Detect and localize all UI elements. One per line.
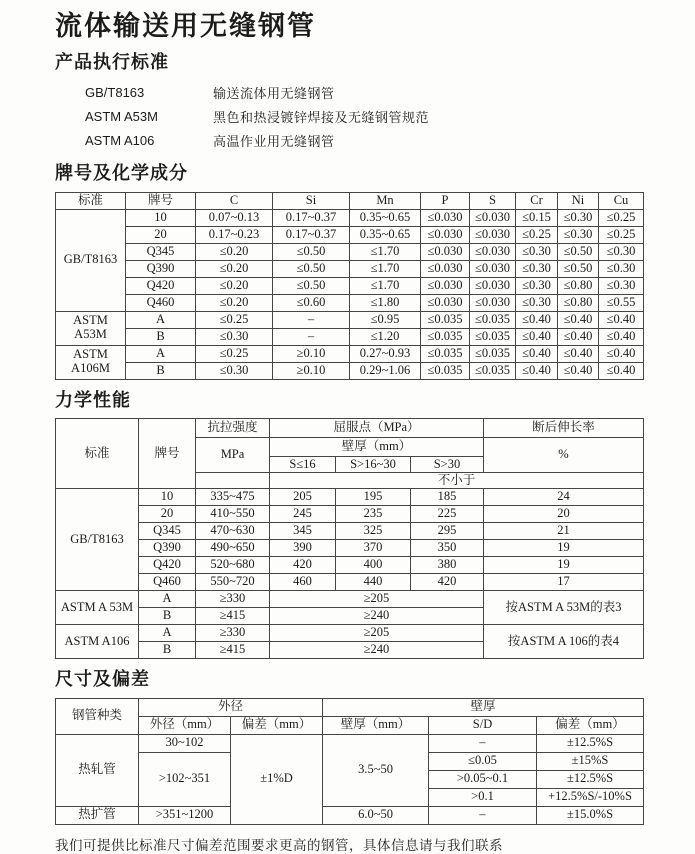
cell: ≤0.030 xyxy=(470,294,516,311)
cell: ≤0.40 xyxy=(599,345,644,362)
cell: 30~102 xyxy=(139,734,231,752)
cell: Q460 xyxy=(126,294,196,311)
cell: ≤0.30 xyxy=(558,226,599,243)
cell: 19 xyxy=(484,557,644,574)
cell: ≤1.70 xyxy=(350,277,421,294)
cell: B xyxy=(139,608,196,625)
table-row xyxy=(56,625,644,642)
cell: 225 xyxy=(411,506,484,523)
col-header: C xyxy=(196,192,273,209)
cell: ≤0.030 xyxy=(470,243,516,260)
pipe-kind-label: 热扩管 xyxy=(56,806,139,824)
cell: ≤0.035 xyxy=(421,345,470,362)
cell: ≤0.40 xyxy=(558,345,599,362)
col-header: % xyxy=(484,438,644,473)
cell: ≥330 xyxy=(196,591,270,608)
cell: ≤0.030 xyxy=(470,277,516,294)
cell: ≤0.30 xyxy=(558,209,599,226)
cell: ≤0.035 xyxy=(470,345,516,362)
col-header: 壁厚（mm） xyxy=(270,438,484,457)
cell: ≤0.60 xyxy=(273,294,350,311)
cell: ≤0.20 xyxy=(196,277,273,294)
cell: ≤0.25 xyxy=(516,226,558,243)
cell: ≤0.25 xyxy=(599,209,644,226)
cell: 0.17~0.37 xyxy=(273,226,350,243)
cell: Q345 xyxy=(126,243,196,260)
cell: 490~650 xyxy=(196,540,270,557)
cell: ≤0.030 xyxy=(421,209,470,226)
cell: ≤0.50 xyxy=(273,277,350,294)
col-header: 偏差（mm） xyxy=(537,716,644,734)
standard-label: ASTM A 53M xyxy=(56,591,139,625)
standards-list xyxy=(85,81,647,153)
table-row xyxy=(56,345,644,362)
chemical-composition-table xyxy=(55,192,644,380)
cell: 460 xyxy=(270,574,336,591)
table-row xyxy=(56,806,644,824)
cell: 0.07~0.13 xyxy=(196,209,273,226)
cell: 245 xyxy=(270,506,336,523)
cell: 400 xyxy=(336,557,411,574)
cell: ≤0.30 xyxy=(196,362,273,379)
col-header: S>30 xyxy=(411,457,484,473)
cell: ≤0.40 xyxy=(516,311,558,328)
cell: 420 xyxy=(411,574,484,591)
cell: 20 xyxy=(126,226,196,243)
cell: A xyxy=(126,345,196,362)
cell: ≤0.40 xyxy=(599,362,644,379)
cell: ≤0.40 xyxy=(599,328,644,345)
cell: 21 xyxy=(484,523,644,540)
table-row xyxy=(56,591,644,608)
cell: 410~550 xyxy=(196,506,270,523)
cell: ≤0.035 xyxy=(470,311,516,328)
cell: A xyxy=(126,311,196,328)
cell: 185 xyxy=(411,489,484,506)
cell: – xyxy=(273,311,350,328)
cell: ≤0.40 xyxy=(558,362,599,379)
col-header: 断后伸长率 xyxy=(484,419,644,438)
cell: >0.1 xyxy=(429,788,537,806)
cell: ≤0.030 xyxy=(421,226,470,243)
col-header: 壁厚（mm） xyxy=(323,716,429,734)
cell: ≥0.10 xyxy=(273,345,350,362)
cell: ≤0.40 xyxy=(516,345,558,362)
cell: 0.35~0.65 xyxy=(350,226,421,243)
cell: B xyxy=(126,362,196,379)
cell: >351~1200 xyxy=(139,806,231,824)
cell: A xyxy=(139,591,196,608)
cell: ≤0.55 xyxy=(599,294,644,311)
standard-label: ASTM A106 xyxy=(56,625,139,659)
cell: ≤0.30 xyxy=(599,260,644,277)
cell: +12.5%S/-10%S xyxy=(537,788,644,806)
col-header: 不小于 xyxy=(270,473,644,489)
dimensions-deviation-table xyxy=(55,698,644,825)
standard-label xyxy=(56,311,126,345)
cell: ±12.5%S xyxy=(537,770,644,788)
cell: 195 xyxy=(336,489,411,506)
cell: ≤0.035 xyxy=(470,328,516,345)
cell: 205 xyxy=(270,489,336,506)
cell: 235 xyxy=(336,506,411,523)
cell: 335~475 xyxy=(196,489,270,506)
cell: ≤1.70 xyxy=(350,260,421,277)
cell: ≤0.50 xyxy=(273,260,350,277)
cell: 325 xyxy=(336,523,411,540)
standard-code: ASTM A53M xyxy=(85,109,158,125)
cell: ≥240 xyxy=(270,642,484,659)
standards-list-item xyxy=(85,105,647,129)
standard-description: 黑色和热浸镀锌焊接及无缝钢管规范 xyxy=(213,110,430,126)
table-row xyxy=(56,328,644,345)
col-header: Mn xyxy=(350,192,421,209)
cell: 3.5~50 xyxy=(323,734,429,806)
standard-description: 高温作业用无缝钢管 xyxy=(213,134,335,150)
standard-label-line: A106M xyxy=(71,361,110,376)
cell: 10 xyxy=(139,489,196,506)
cell: ≤0.40 xyxy=(558,311,599,328)
cell: ≤0.25 xyxy=(599,226,644,243)
cell: 17 xyxy=(484,574,644,591)
col-header: P xyxy=(421,192,470,209)
table-row xyxy=(56,506,644,523)
cell: ≤0.030 xyxy=(421,260,470,277)
col-header: 外径（mm） xyxy=(139,716,231,734)
cell: ≤0.40 xyxy=(516,328,558,345)
table-row xyxy=(56,243,644,260)
cell: ±1%D xyxy=(231,734,323,824)
cell: 6.0~50 xyxy=(323,806,429,824)
note-cell: 按ASTM A 53M的表3 xyxy=(484,591,644,625)
table-row xyxy=(56,734,644,752)
cell: 520~680 xyxy=(196,557,270,574)
cell: ≤0.030 xyxy=(421,243,470,260)
col-header: S≤16 xyxy=(270,457,336,473)
cell: Q420 xyxy=(139,557,196,574)
cell: 0.17~0.37 xyxy=(273,209,350,226)
cell: ≤0.40 xyxy=(516,362,558,379)
cell: – xyxy=(429,806,537,824)
col-header: MPa xyxy=(196,438,270,473)
table-row xyxy=(56,489,644,506)
cell: ≤1.80 xyxy=(350,294,421,311)
cell: 420 xyxy=(270,557,336,574)
table-header-row xyxy=(56,716,644,734)
section-heading-standards: 产品执行标准 xyxy=(55,52,169,73)
cell: ≤0.030 xyxy=(470,226,516,243)
cell: Q420 xyxy=(126,277,196,294)
cell: ≤0.50 xyxy=(273,243,350,260)
cell: ≤1.20 xyxy=(350,328,421,345)
cell: ≥415 xyxy=(196,608,270,625)
cell: ≤0.30 xyxy=(516,294,558,311)
cell: – xyxy=(273,328,350,345)
cell: 295 xyxy=(411,523,484,540)
cell: >102~351 xyxy=(139,752,231,806)
standard-label-line: ASTM xyxy=(73,313,108,328)
cell: ≤0.80 xyxy=(558,277,599,294)
cell: ≥205 xyxy=(270,625,484,642)
col-header: Cu xyxy=(599,192,644,209)
cell: 370 xyxy=(336,540,411,557)
cell: 550~720 xyxy=(196,574,270,591)
cell: ≤0.030 xyxy=(470,209,516,226)
cell: ≤0.030 xyxy=(421,294,470,311)
cell: ≤0.035 xyxy=(421,362,470,379)
section-heading-chemistry: 牌号及化学成分 xyxy=(55,162,188,183)
cell: ≤1.70 xyxy=(350,243,421,260)
cell: ≤0.05 xyxy=(429,752,537,770)
cell: >0.05~0.1 xyxy=(429,770,537,788)
table-row xyxy=(56,226,644,243)
cell: ±15%S xyxy=(537,752,644,770)
cell: ≤0.40 xyxy=(558,328,599,345)
col-header: S/D xyxy=(429,716,537,734)
standard-label: GB/T8163 xyxy=(56,489,139,591)
table-row xyxy=(56,311,644,328)
col-header: S xyxy=(470,192,516,209)
cell: ≤0.20 xyxy=(196,260,273,277)
section-heading-dimensions: 尺寸及偏差 xyxy=(55,669,150,690)
col-header: 偏差（mm） xyxy=(231,716,323,734)
cell: 0.27~0.93 xyxy=(350,345,421,362)
standard-code: ASTM A106 xyxy=(85,133,155,149)
standard-label-line: ASTM xyxy=(73,347,108,362)
cell: 0.35~0.65 xyxy=(350,209,421,226)
standard-label-line: A53M xyxy=(74,327,107,342)
cell: ≤0.25 xyxy=(196,345,273,362)
table-header-row xyxy=(56,419,644,438)
mechanical-properties-table xyxy=(55,418,644,659)
cell: 380 xyxy=(411,557,484,574)
cell: ≤0.30 xyxy=(516,260,558,277)
cell: ≤0.30 xyxy=(599,243,644,260)
col-header: 钢管种类 xyxy=(56,698,139,734)
cell: ≤0.50 xyxy=(558,243,599,260)
cell: 0.17~0.23 xyxy=(196,226,273,243)
standard-label xyxy=(56,345,126,379)
cell: ±15.0%S xyxy=(537,806,644,824)
cell: 10 xyxy=(126,209,196,226)
cell: ≤0.95 xyxy=(350,311,421,328)
cell: ≤0.40 xyxy=(599,311,644,328)
table-row xyxy=(56,362,644,379)
cell: Q345 xyxy=(139,523,196,540)
standards-list-item xyxy=(85,81,647,105)
cell: ≤0.030 xyxy=(470,260,516,277)
cell: 345 xyxy=(270,523,336,540)
cell: ≤0.20 xyxy=(196,294,273,311)
cell: B xyxy=(126,328,196,345)
cell: Q390 xyxy=(126,260,196,277)
cell: 20 xyxy=(484,506,644,523)
table-row xyxy=(56,294,644,311)
standard-label: GB/T8163 xyxy=(56,209,126,311)
empty-cell xyxy=(196,473,270,489)
table-row xyxy=(56,260,644,277)
cell: – xyxy=(429,734,537,752)
cell: 390 xyxy=(270,540,336,557)
cell: ≤0.035 xyxy=(470,362,516,379)
cell: ≥415 xyxy=(196,642,270,659)
cell: ≤0.15 xyxy=(516,209,558,226)
standard-code: GB/T8163 xyxy=(85,85,145,101)
cell: 20 xyxy=(139,506,196,523)
table-row xyxy=(56,574,644,591)
cell: 19 xyxy=(484,540,644,557)
cell: ≤0.30 xyxy=(516,277,558,294)
section-heading-mechanical: 力学性能 xyxy=(55,389,131,410)
cell: ±12.5%S xyxy=(537,734,644,752)
footer-note: 我们可提供比标准尺寸偏差范围要求更高的钢管，具体信息请与我们联系 xyxy=(55,837,503,853)
standards-list-item xyxy=(85,129,647,153)
col-header: 屈服点（MPa） xyxy=(270,419,484,438)
table-row xyxy=(56,277,644,294)
col-header: S>16~30 xyxy=(336,457,411,473)
col-header: 牌号 xyxy=(126,192,196,209)
col-header: Cr xyxy=(516,192,558,209)
col-header: Ni xyxy=(558,192,599,209)
cell: ≤0.50 xyxy=(558,260,599,277)
cell: Q460 xyxy=(139,574,196,591)
cell: ≤0.80 xyxy=(558,294,599,311)
cell: ≤0.30 xyxy=(516,243,558,260)
col-header: 标准 xyxy=(56,419,139,489)
col-header: 标准 xyxy=(56,192,126,209)
cell: ≤0.20 xyxy=(196,243,273,260)
cell: 0.29~1.06 xyxy=(350,362,421,379)
cell: ≥330 xyxy=(196,625,270,642)
cell: ≤0.035 xyxy=(421,328,470,345)
cell: ≤0.30 xyxy=(599,277,644,294)
pipe-kind-label: 热轧管 xyxy=(56,734,139,806)
cell: 470~630 xyxy=(196,523,270,540)
table-row xyxy=(56,523,644,540)
table-header-row xyxy=(56,192,644,209)
cell: B xyxy=(139,642,196,659)
col-header: 牌号 xyxy=(139,419,196,489)
table-row xyxy=(56,209,644,226)
cell: ≥205 xyxy=(270,591,484,608)
cell: ≤0.30 xyxy=(196,328,273,345)
cell: ≤0.035 xyxy=(421,311,470,328)
col-header: Si xyxy=(273,192,350,209)
cell: Q390 xyxy=(139,540,196,557)
standard-description: 输送流体用无缝钢管 xyxy=(213,86,335,102)
table-row xyxy=(56,540,644,557)
page-title: 流体输送用无缝钢管 xyxy=(55,11,316,41)
note-cell: 按ASTM A 106的表4 xyxy=(484,625,644,659)
cell: A xyxy=(139,625,196,642)
cell: ≤0.25 xyxy=(196,311,273,328)
cell: 440 xyxy=(336,574,411,591)
table-header-row xyxy=(56,698,644,716)
table-row xyxy=(56,557,644,574)
col-header: 抗拉强度 xyxy=(196,419,270,438)
cell: ≥240 xyxy=(270,608,484,625)
cell: 350 xyxy=(411,540,484,557)
col-header: 外径 xyxy=(139,698,323,716)
cell: 24 xyxy=(484,489,644,506)
col-header: 壁厚 xyxy=(323,698,644,716)
cell: ≥0.10 xyxy=(273,362,350,379)
cell: ≤0.030 xyxy=(421,277,470,294)
